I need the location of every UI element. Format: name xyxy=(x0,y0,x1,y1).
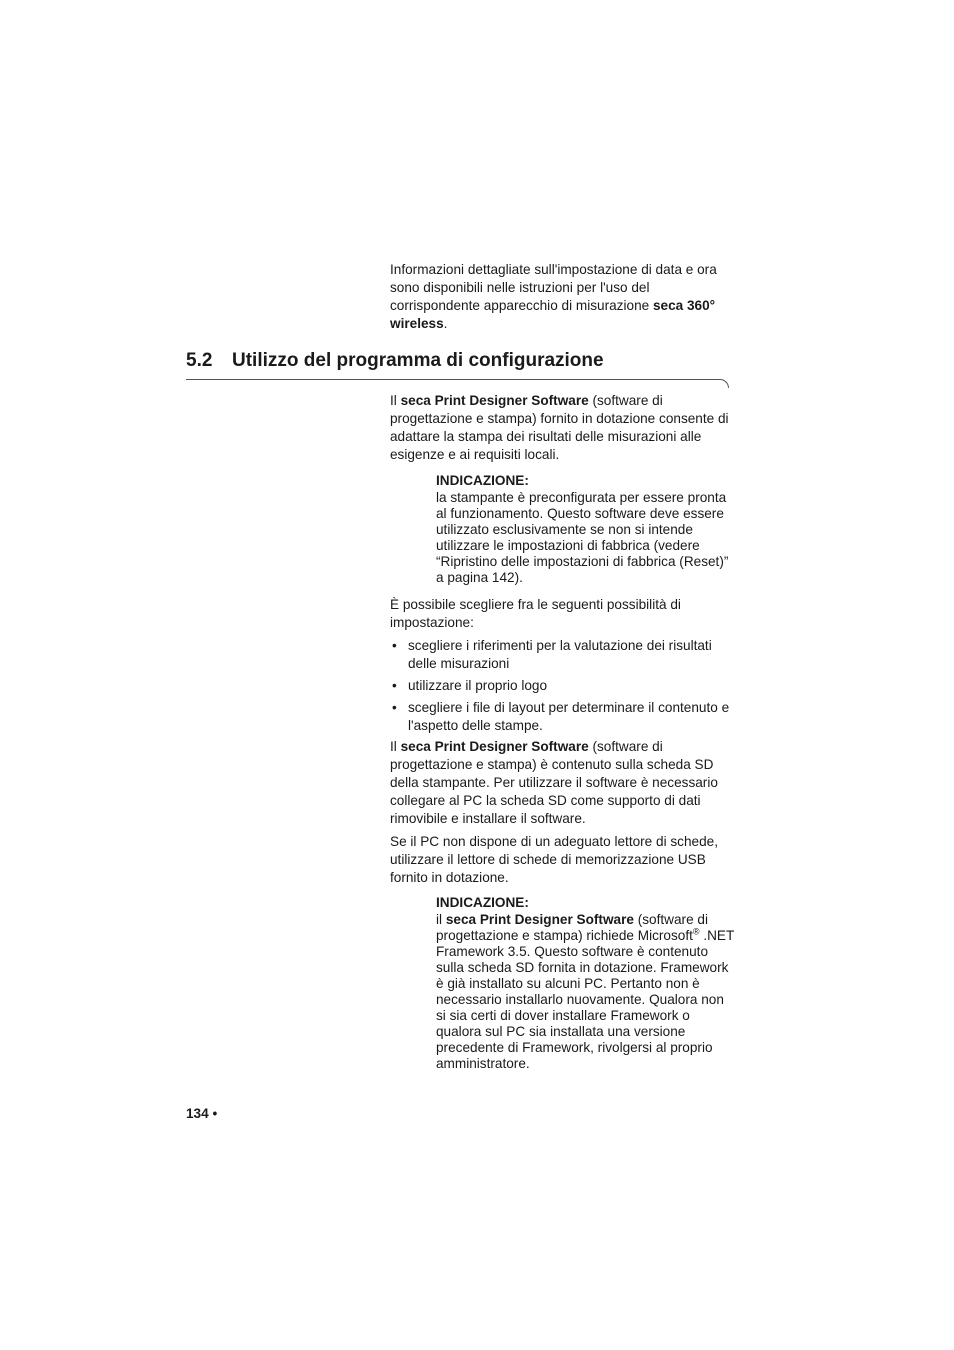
paragraph-4: Se il PC non dispone di un adeguato lettore di schede, utilizzare il lettore di schede di memorizzazione USB fornito in dotazione. xyxy=(390,834,718,885)
para1-pre: Il xyxy=(390,393,401,408)
intro-text-end: . xyxy=(443,316,448,331)
note-2-pre: il xyxy=(436,912,446,927)
note-2-product: seca Print Designer Software xyxy=(445,912,634,927)
section-rule xyxy=(186,379,720,380)
registered-mark: ® xyxy=(692,926,700,937)
bullet-icon: • xyxy=(392,678,397,693)
note-2-text: .NET Framework 3.5. Questo software è contenuto sulla scheda SD fornita in dotazione. Framework è già installato su alcuni PC. Pertanto non è necessario installarlo nuovamente. Qualora non si sia certi di dover installare Framework o qualora sul PC sia installata una versione precedente di Framework, rivolgersi al proprio amministratore. xyxy=(436,928,735,1071)
paragraph-1 xyxy=(390,392,735,464)
list-item xyxy=(390,699,735,735)
list-item xyxy=(390,677,735,695)
para1-product: seca Print Designer Software xyxy=(400,393,589,408)
note-2 xyxy=(436,895,736,1072)
section-number: 5.2 xyxy=(186,350,213,371)
para1-text: (software di progettazione e stampa) fornito in dotazione consente di adattare la stampa dei risultati delle misurazioni alle esigenze e ai requisiti locali. xyxy=(390,393,729,462)
section-title: Utilizzo del programma di configurazione xyxy=(232,350,604,371)
note-2-mid: (software di progettazione e stampa) richiede Microsoft xyxy=(436,912,708,943)
para3-product: seca Print Designer Software xyxy=(400,739,589,754)
para3-text: (software di progettazione e stampa) è contenuto sulla scheda SD della stampante. Per utilizzare il software è necessario collegare al PC la scheda SD come supporto di dati rimovibile e installare il software. xyxy=(390,739,718,826)
page-number: 134 • xyxy=(186,1106,218,1121)
paragraph-2: È possibile scegliere fra le seguenti possibilità di impostazione: xyxy=(390,597,681,630)
intro-paragraph xyxy=(390,261,735,333)
list-item-text: scegliere i file di layout per determinare il contenuto e l'aspetto delle stampe. xyxy=(408,700,730,733)
list-item-text: utilizzare il proprio logo xyxy=(408,678,548,693)
bullet-icon: • xyxy=(392,638,397,653)
bullet-icon: • xyxy=(392,700,397,715)
section-heading xyxy=(186,348,604,374)
list-item-text: scegliere i riferimenti per la valutazione dei risultati delle misurazioni xyxy=(408,638,712,671)
intro-text: Informazioni dettagliate sull'impostazione di data e ora sono disponibili nelle istruzioni per l'uso del corrispondente apparecchio di misurazione xyxy=(390,262,717,313)
list-item xyxy=(390,637,735,673)
para3-pre: Il xyxy=(390,739,401,754)
intro-bold-product: seca 360° wireless xyxy=(390,298,716,331)
note-1 xyxy=(436,473,736,586)
paragraph-3 xyxy=(390,738,735,828)
section-rule-end xyxy=(716,379,729,388)
note-1-title: INDICAZIONE: xyxy=(436,473,529,488)
note-1-text: la stampante è preconfigurata per essere pronta al funzionamento. Questo software deve essere utilizzato esclusivamente se non si intende utilizzare le impostazioni di fabbrica (vedere “Ripristino delle impostazioni di fabbrica (Reset)” a pagina 142). xyxy=(436,490,729,585)
options-list xyxy=(390,637,735,739)
note-2-title: INDICAZIONE: xyxy=(436,895,529,910)
